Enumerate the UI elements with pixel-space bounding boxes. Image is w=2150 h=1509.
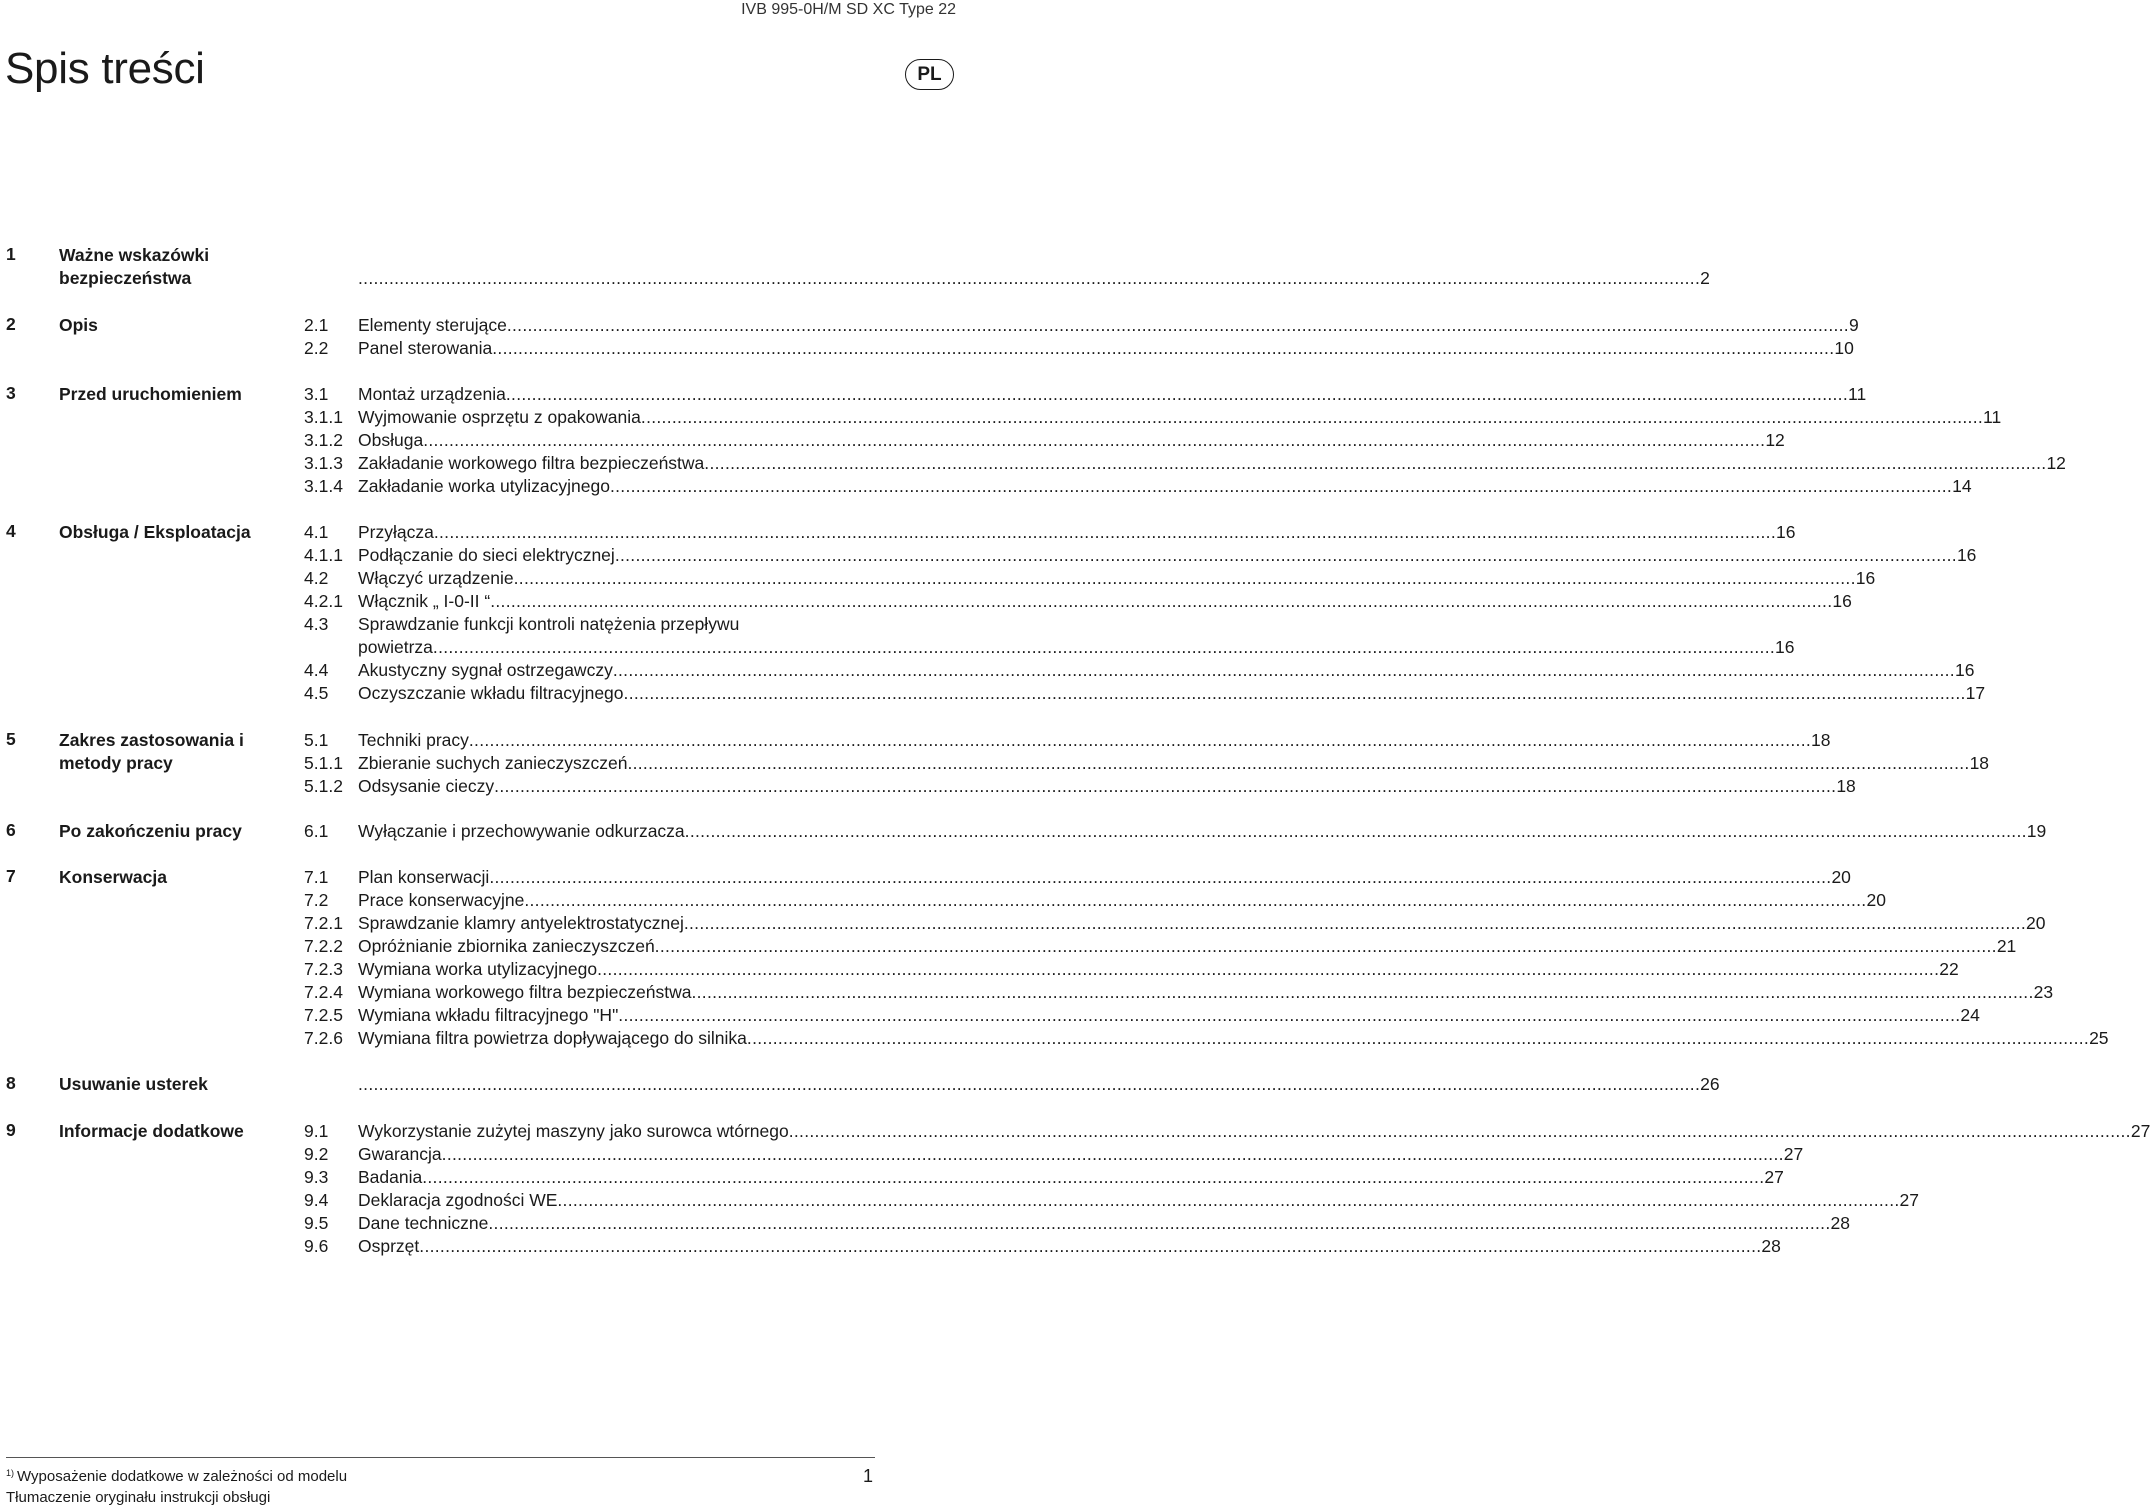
- toc-entry[interactable]: [0, 981, 2054, 1004]
- dot-leader: ....................................................................................................................................................................................................................................................................: [683, 913, 2026, 933]
- entry-page: 16: [1832, 591, 1852, 611]
- entry-page: 28: [1830, 1213, 1850, 1233]
- section-title[interactable]: Obsługa / Eksploatacja: [59, 522, 251, 542]
- toc-entry[interactable]: [0, 752, 1990, 775]
- dot-leader: ....................................................................................................................................................................................................................................................................: [505, 384, 1849, 404]
- page-title: Spis treści: [5, 44, 205, 93]
- entry-number: 7.2.6: [304, 1028, 343, 1048]
- dot-leader: ....................................................................................................................................................................................................................................................................: [557, 1190, 1900, 1210]
- entry-page: 2: [1700, 268, 1710, 288]
- entry-page: 22: [1939, 959, 1959, 979]
- entry-number: 7.1: [304, 867, 329, 887]
- dot-leader: ....................................................................................................................................................................................................................................................................: [419, 1236, 1762, 1256]
- entry-title: Zbieranie suchych zanieczyszczeń: [358, 753, 628, 773]
- toc-entry[interactable]: [0, 452, 2066, 475]
- entry-line: [358, 406, 2002, 429]
- entry-page: 14: [1952, 476, 1972, 496]
- dot-leader: ....................................................................................................................................................................................................................................................................: [704, 453, 2047, 473]
- toc-entry[interactable]: [0, 337, 1854, 360]
- entry-line: [358, 1027, 2109, 1050]
- entry-page: 27: [1783, 1144, 1804, 1164]
- entry-title: powietrza: [358, 637, 433, 657]
- section-number: 8: [6, 1073, 16, 1093]
- entry-title: Wymiana filtra powietrza dopływającego do silnika: [358, 1028, 747, 1048]
- entry-title: Sprawdzanie klamry antyelektrostatycznej: [358, 913, 684, 933]
- entry-title: Akustyczny sygnał ostrzegawczy: [358, 660, 613, 680]
- toc-entry[interactable]: [0, 613, 960, 636]
- entry-title: Obsługa: [358, 430, 424, 450]
- entry-page: 18: [1969, 753, 1990, 773]
- entry-page: 18: [1836, 776, 1856, 796]
- entry-title: Sprawdzanie funkcji kontroli natężenia przepływu: [358, 614, 740, 634]
- toc-entry[interactable]: [0, 958, 1959, 981]
- dot-leader: ....................................................................................................................................................................................................................................................................: [488, 1213, 1831, 1233]
- dot-leader: ....................................................................................................................................................................................................................................................................: [524, 890, 1867, 910]
- dot-leader: ....................................................................................................................................................................................................................................................................: [432, 637, 1776, 657]
- entry-number: 2.1: [304, 315, 329, 335]
- entry-title: Osprzęt: [358, 1236, 420, 1256]
- dot-leader: ....................................................................................................................................................................................................................................................................: [423, 430, 1766, 450]
- entry-page: 24: [1960, 1005, 1980, 1025]
- entry-title: Wymiana worka utylizacyjnego: [358, 959, 598, 979]
- entry-title: Zakładanie worka utylizacyjnego: [358, 476, 610, 496]
- entry-line: [358, 820, 2047, 843]
- section-number: 6: [6, 820, 16, 840]
- entry-page: 19: [2026, 821, 2047, 841]
- entry-line: [358, 1212, 1850, 1235]
- dot-leader: ....................................................................................................................................................................................................................................................................: [746, 1028, 2090, 1048]
- toc-entry[interactable]: [0, 267, 1710, 290]
- toc-entry[interactable]: [0, 314, 1859, 337]
- entry-page: 25: [2089, 1028, 2109, 1048]
- toc-entry[interactable]: [0, 406, 2002, 429]
- entry-number: 5.1.2: [304, 776, 343, 796]
- entry-line: [358, 521, 1796, 544]
- entry-line: [358, 567, 1876, 590]
- section-number: 9: [6, 1120, 16, 1140]
- entry-page: 20: [1866, 890, 1886, 910]
- entry-line: [358, 452, 2066, 475]
- section-title[interactable]: Usuwanie usterek: [59, 1074, 208, 1094]
- dot-leader: ....................................................................................................................................................................................................................................................................: [441, 1144, 1784, 1164]
- section-number: 4: [6, 521, 16, 541]
- entry-title: Plan konserwacji: [358, 867, 490, 887]
- dot-leader: ....................................................................................................................................................................................................................................................................: [492, 338, 1835, 358]
- entry-line: [358, 981, 2054, 1004]
- dot-leader: ....................................................................................................................................................................................................................................................................: [358, 268, 1701, 288]
- translation-note: Tłumaczenie oryginału instrukcji obsługi: [6, 1489, 271, 1506]
- entry-page: 12: [1765, 430, 1785, 450]
- entry-number: 4.4: [304, 660, 329, 680]
- entry-page: 26: [1700, 1074, 1720, 1094]
- entry-page: 27: [2130, 1121, 2150, 1141]
- toc-entry[interactable]: [0, 1212, 1850, 1235]
- dot-leader: ....................................................................................................................................................................................................................................................................: [490, 591, 1833, 611]
- toc-entry[interactable]: [0, 1027, 2109, 1050]
- entry-number: 7.2.2: [304, 936, 343, 956]
- dot-leader: ....................................................................................................................................................................................................................................................................: [618, 1005, 1961, 1025]
- entry-title: Badania: [358, 1167, 423, 1187]
- entry-page: 16: [1855, 568, 1876, 588]
- dot-leader: ....................................................................................................................................................................................................................................................................: [358, 1074, 1701, 1094]
- entry-title: Gwarancja: [358, 1144, 442, 1164]
- dot-leader: ....................................................................................................................................................................................................................................................................: [684, 821, 2027, 841]
- toc-entry[interactable]: [0, 912, 2046, 935]
- footnote: [6, 1468, 347, 1485]
- entry-line: [358, 866, 1851, 889]
- entry-title: Opróżnianie zbiornika zanieczyszczeń: [358, 936, 655, 956]
- toc-entry[interactable]: [0, 659, 1975, 682]
- entry-page: 16: [1956, 545, 1977, 565]
- dot-leader: ....................................................................................................................................................................................................................................................................: [614, 545, 1957, 565]
- toc-entry[interactable]: [0, 775, 1856, 798]
- entry-title: Odsysanie cieczy: [358, 776, 495, 796]
- entry-number: 4.1.1: [304, 545, 343, 565]
- entry-number: 7.2.4: [304, 982, 343, 1002]
- entry-number: 3.1.3: [304, 453, 343, 473]
- toc-entry[interactable]: [0, 1120, 2150, 1143]
- entry-title: Deklaracja zgodności WE: [358, 1190, 558, 1210]
- entry-line: [358, 1166, 1784, 1189]
- entry-number: 3.1.2: [304, 430, 343, 450]
- entry-line: [358, 429, 1785, 452]
- toc-entry[interactable]: [0, 729, 1831, 752]
- dot-leader: ....................................................................................................................................................................................................................................................................: [513, 568, 1856, 588]
- entry-number: 7.2: [304, 890, 329, 910]
- entry-number: 7.2.1: [304, 913, 343, 933]
- entry-page: 16: [1776, 522, 1796, 542]
- entry-number: 4.5: [304, 683, 329, 703]
- entry-line: [358, 958, 1959, 981]
- section-title[interactable]: Informacje dodatkowe: [59, 1121, 244, 1141]
- entry-number: 9.5: [304, 1213, 329, 1233]
- entry-page: 10: [1834, 338, 1854, 358]
- toc-entry[interactable]: [0, 383, 1867, 406]
- entry-title: Podłączanie do sieci elektrycznej: [358, 545, 615, 565]
- entry-title: Elementy sterujące: [358, 315, 507, 335]
- entry-number: 5.1.1: [304, 753, 343, 773]
- entry-page: 9: [1848, 315, 1859, 335]
- entry-number: 3.1.4: [304, 476, 343, 496]
- entry-number: 7.2.5: [304, 1005, 343, 1025]
- entry-number: 6.1: [304, 821, 329, 841]
- entry-title: Wykorzystanie zużytej maszyny jako surowca wtórnego: [358, 1121, 789, 1141]
- entry-title: Prace konserwacyjne: [358, 890, 525, 910]
- entry-line: [358, 912, 2046, 935]
- entry-line: [358, 383, 1867, 406]
- entry-line: [358, 337, 1854, 360]
- entry-number: 9.2: [304, 1144, 329, 1164]
- entry-title: Włączyć urządzenie: [358, 568, 514, 588]
- entry-title: Wyłączanie i przechowywanie odkurzacza: [358, 821, 685, 841]
- dot-leader: ....................................................................................................................................................................................................................................................................: [691, 982, 2034, 1002]
- dot-leader: ....................................................................................................................................................................................................................................................................: [468, 730, 1812, 750]
- language-badge: PL: [905, 59, 954, 90]
- entry-line: [358, 475, 1972, 498]
- toc-entry[interactable]: [0, 682, 1986, 705]
- dot-leader: ....................................................................................................................................................................................................................................................................: [612, 660, 1955, 680]
- entry-page: 28: [1761, 1236, 1781, 1256]
- dot-leader: ....................................................................................................................................................................................................................................................................: [609, 476, 1953, 496]
- entry-title: Panel sterowania: [358, 338, 493, 358]
- entry-line: [358, 775, 1856, 798]
- dot-leader: ....................................................................................................................................................................................................................................................................: [422, 1167, 1765, 1187]
- toc-entry[interactable]: [0, 429, 1785, 452]
- entry-number: 9.4: [304, 1190, 329, 1210]
- entry-page: 16: [1775, 637, 1795, 657]
- section-title[interactable]: Zakres zastosowania i metody pracy: [59, 730, 244, 773]
- entry-title: Dane techniczne: [358, 1213, 489, 1233]
- dot-leader: ....................................................................................................................................................................................................................................................................: [494, 776, 1837, 796]
- toc-entry[interactable]: [0, 1166, 1784, 1189]
- entry-page: 17: [1965, 683, 1986, 703]
- toc-entry[interactable]: [0, 544, 1977, 567]
- entry-number: 3.1: [304, 384, 329, 404]
- entry-number: 2.2: [304, 338, 329, 358]
- page-number: 1: [863, 1466, 874, 1486]
- section-number: 2: [6, 314, 16, 334]
- section-number: 1: [6, 244, 16, 264]
- footer-rule: [6, 1457, 875, 1458]
- dot-leader: ....................................................................................................................................................................................................................................................................: [788, 1121, 2131, 1141]
- entry-page: 20: [1831, 867, 1851, 887]
- dot-leader: ....................................................................................................................................................................................................................................................................: [489, 867, 1832, 887]
- toc-entry[interactable]: [0, 935, 2017, 958]
- entry-number: 4.2: [304, 568, 329, 588]
- section-title[interactable]: Opis: [59, 315, 98, 335]
- entry-title: Włącznik „ I-0-II “: [358, 591, 491, 611]
- dot-leader: ....................................................................................................................................................................................................................................................................: [506, 315, 1849, 335]
- entry-number: 4.3: [304, 614, 329, 634]
- dot-leader: ....................................................................................................................................................................................................................................................................: [433, 522, 1776, 542]
- entry-line: [358, 544, 1977, 567]
- dot-leader: ....................................................................................................................................................................................................................................................................: [597, 959, 1940, 979]
- entry-line: [358, 1143, 1804, 1166]
- entry-number: 4.2.1: [304, 591, 343, 611]
- entry-number: 9.1: [304, 1121, 329, 1141]
- entry-page: 23: [2033, 982, 2054, 1002]
- section-number: 7: [6, 866, 16, 886]
- entry-line: [358, 659, 1975, 682]
- toc-entry[interactable]: [0, 521, 1796, 544]
- section-number: 5: [6, 729, 16, 749]
- entry-title: Wyjmowanie osprzętu z opakowania: [358, 407, 641, 427]
- toc-entry[interactable]: [0, 1189, 1919, 1212]
- footnote-text: Wyposażenie dodatkowe w zależności od modelu: [17, 1468, 348, 1485]
- section-title[interactable]: Przed uruchomieniem: [59, 384, 242, 404]
- footnote-mark: 1): [6, 1468, 15, 1478]
- entry-line: [358, 1073, 1720, 1096]
- toc-entry[interactable]: [0, 1073, 1720, 1096]
- entry-line: [358, 590, 1852, 613]
- entry-page: 21: [1996, 936, 2017, 956]
- entry-line: [358, 935, 2017, 958]
- section-number: 3: [6, 383, 16, 403]
- dot-leader: ....................................................................................................................................................................................................................................................................: [627, 753, 1970, 773]
- entry-number: 5.1: [304, 730, 329, 750]
- entry-line: [358, 1235, 1781, 1258]
- entry-title: Zakładanie workowego filtra bezpieczeństwa: [358, 453, 705, 473]
- toc-entry[interactable]: [0, 1143, 1804, 1166]
- dot-leader: ....................................................................................................................................................................................................................................................................: [623, 683, 1966, 703]
- entry-page: 18: [1811, 730, 1831, 750]
- entry-title: Oczyszczanie wkładu filtracyjnego: [358, 683, 624, 703]
- entry-page: 27: [1764, 1167, 1784, 1187]
- toc-entry[interactable]: [0, 567, 1876, 590]
- entry-line: [358, 267, 1710, 290]
- entry-line: [358, 613, 870, 636]
- entry-line: [358, 682, 1986, 705]
- section-title[interactable]: Ważne wskazówki bezpieczeństwa: [59, 245, 210, 288]
- entry-line: [358, 752, 1990, 775]
- doc-code: IVB 995-0H/M SD XC Type 22: [741, 1, 956, 18]
- toc-entry[interactable]: [0, 820, 2047, 843]
- entry-line: [358, 729, 1831, 752]
- entry-line: [358, 636, 1795, 659]
- entry-page: 16: [1954, 660, 1975, 680]
- entry-page: 11: [1983, 407, 2002, 427]
- entry-line: [358, 1189, 1919, 1212]
- section-title[interactable]: Konserwacja: [59, 867, 167, 887]
- entry-line: [358, 1120, 2150, 1143]
- entry-line: [358, 314, 1859, 337]
- entry-title: Montaż urządzenia: [358, 384, 506, 404]
- toc-entry[interactable]: [0, 590, 1852, 613]
- entry-number: 3.1.1: [304, 407, 343, 427]
- entry-page: 11: [1848, 384, 1867, 404]
- toc-entry[interactable]: [0, 636, 1795, 659]
- entry-title: Przyłącza: [358, 522, 434, 542]
- entry-number: 4.1: [304, 522, 329, 542]
- entry-title: Wymiana workowego filtra bezpieczeństwa: [358, 982, 692, 1002]
- dot-leader: ....................................................................................................................................................................................................................................................................: [640, 407, 1984, 427]
- entry-page: 27: [1899, 1190, 1919, 1210]
- dot-leader: ....................................................................................................................................................................................................................................................................: [654, 936, 1997, 956]
- toc-entry[interactable]: [0, 866, 1851, 889]
- section-title[interactable]: Po zakończeniu pracy: [59, 821, 242, 841]
- entry-page: 20: [2025, 913, 2046, 933]
- toc-entry[interactable]: [0, 1235, 1781, 1258]
- toc-entry[interactable]: [0, 1004, 1980, 1027]
- entry-page: 12: [2046, 453, 2066, 473]
- entry-number: 9.3: [304, 1167, 329, 1187]
- entry-title: Techniki pracy: [358, 730, 469, 750]
- entry-line: [358, 889, 1886, 912]
- entry-line: [358, 1004, 1980, 1027]
- toc-entry[interactable]: [0, 889, 1886, 912]
- entry-title: Wymiana wkładu filtracyjnego "H": [358, 1005, 619, 1025]
- entry-number: 9.6: [304, 1236, 329, 1256]
- toc-entry[interactable]: [0, 475, 1972, 498]
- entry-number: 7.2.3: [304, 959, 343, 979]
